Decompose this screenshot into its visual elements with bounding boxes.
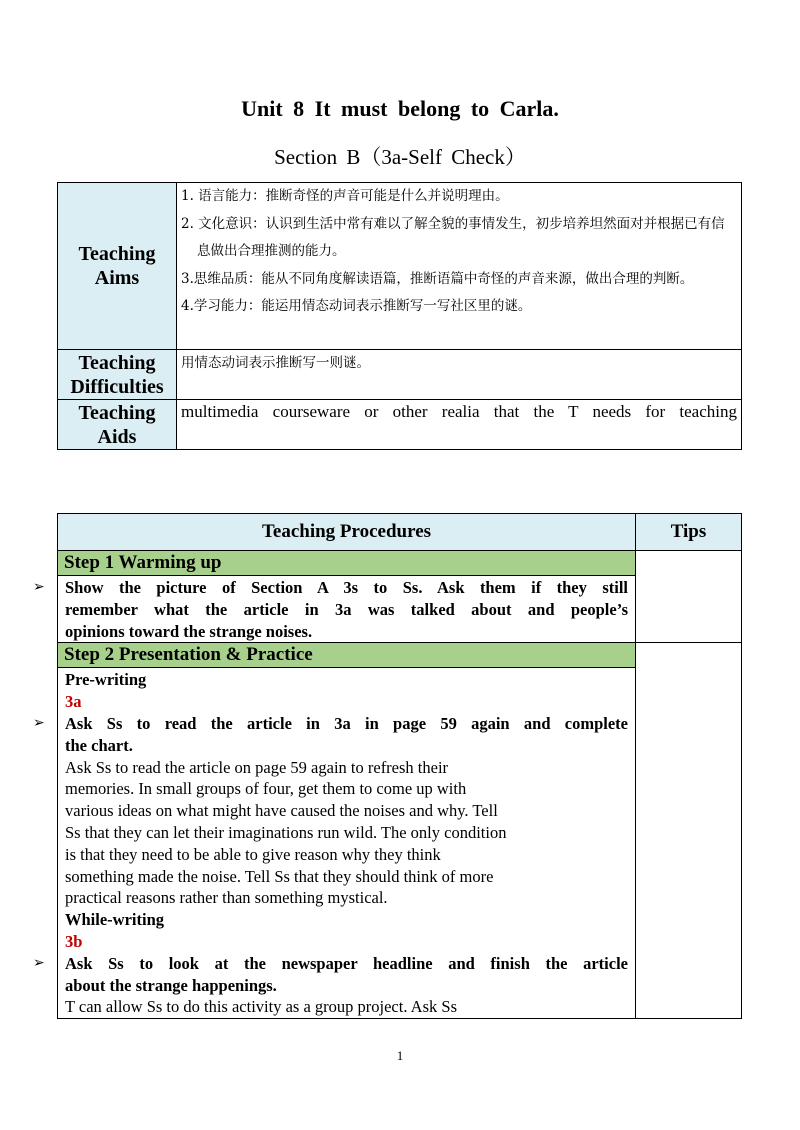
teaching-aids-label: Teaching Aids <box>58 400 177 450</box>
arrow-bullet-icon: ➢ <box>33 954 45 971</box>
para-3a-line: Ss that they can let their imaginations run wild. The only condition <box>65 822 507 842</box>
aims-table <box>57 182 742 450</box>
para-3a-line: Ask Ss to read the article on page 59 again to refresh their <box>65 757 449 777</box>
step1-title: Step 1 Warming up <box>58 551 635 576</box>
bullet-3b-line: about the strange happenings. <box>65 975 277 995</box>
pre-writing-heading: Pre-writing <box>65 670 147 690</box>
step1-tips-cell <box>636 551 742 643</box>
bullet-3b-line: ➢ Ask Ss to look at the newspaper headline and finish the article <box>33 953 628 973</box>
bullet-3a-line: the chart. <box>65 735 133 755</box>
step1-body <box>33 576 635 642</box>
para-3a-line: memories. In small groups of four, get them to come up with <box>65 779 467 799</box>
para-3a-line: is that they need to be able to give reason why they think <box>65 844 441 864</box>
step1-cell <box>33 551 636 643</box>
para-3a-line: something made the noise. Tell Ss that they should think of more <box>65 866 494 886</box>
aim-item: 2. 文化意识：认识到生活中常有难以了解全貌的事情发生，初步培养坦然面对并根据已有信息做出合理推测的能力。 <box>181 215 725 259</box>
bullet-3a-line: ➢ Ask Ss to read the article in 3a in page 59 again and complete <box>33 713 628 733</box>
step2-cell <box>33 643 636 1019</box>
document-title: Unit 8 It must belong to Carla. <box>241 96 559 121</box>
tips-header: Tips <box>636 514 742 551</box>
arrow-bullet-icon: ➢ <box>33 579 45 595</box>
document-subtitle: Section B（3a-Self Check） <box>274 145 526 169</box>
teaching-aids-content: multimedia courseware or other realia that the T needs for teaching <box>177 400 742 450</box>
para-3b-line: T can allow Ss to do this activity as a group project. Ask Ss <box>65 997 457 1017</box>
para-3a-line: practical reasons rather than something mystical. <box>65 888 388 908</box>
aim-item: 3.思维品质：能从不同角度解读语篇，推断语篇中奇怪的声音来源，做出合理的判断。 <box>181 270 694 287</box>
step2-body <box>33 668 635 1018</box>
step2-tips-cell <box>636 643 742 1019</box>
teaching-aims-label: Teaching Aims <box>58 183 177 350</box>
step2-title: Step 2 Presentation & Practice <box>58 643 635 668</box>
teaching-difficulties-content: 用情态动词表示推断写一则谜。 <box>177 350 742 400</box>
aim-item: 1. 语言能力：推断奇怪的声音可能是什么并说明理由。 <box>181 188 509 204</box>
procedures-header: Teaching Procedures <box>58 514 636 551</box>
teaching-aims-content <box>177 183 742 350</box>
activity-3b-label: 3b <box>65 931 83 951</box>
activity-3a-label: 3a <box>65 692 82 712</box>
page-number: 1 <box>396 1048 404 1063</box>
para-3a-line: various ideas on what might have caused the noises and why. Tell <box>65 801 498 821</box>
teaching-difficulties-label: Teaching Difficulties <box>58 350 177 400</box>
while-writing-heading: While-writing <box>65 910 164 930</box>
aim-item: 4.学习能力：能运用情态动词表示推断写一写社区里的谜。 <box>181 298 532 314</box>
arrow-bullet-icon: ➢ <box>33 714 45 731</box>
procedures-table <box>33 513 742 1019</box>
step1-bullet-line: ➢ Show the picture of Section A 3s to Ss. Ask them if they still <box>33 578 628 597</box>
step1-bullet-line: remember what the article in 3a was talked about and people’s <box>65 599 628 619</box>
step1-bullet-line: opinions toward the strange noises. <box>65 621 313 641</box>
